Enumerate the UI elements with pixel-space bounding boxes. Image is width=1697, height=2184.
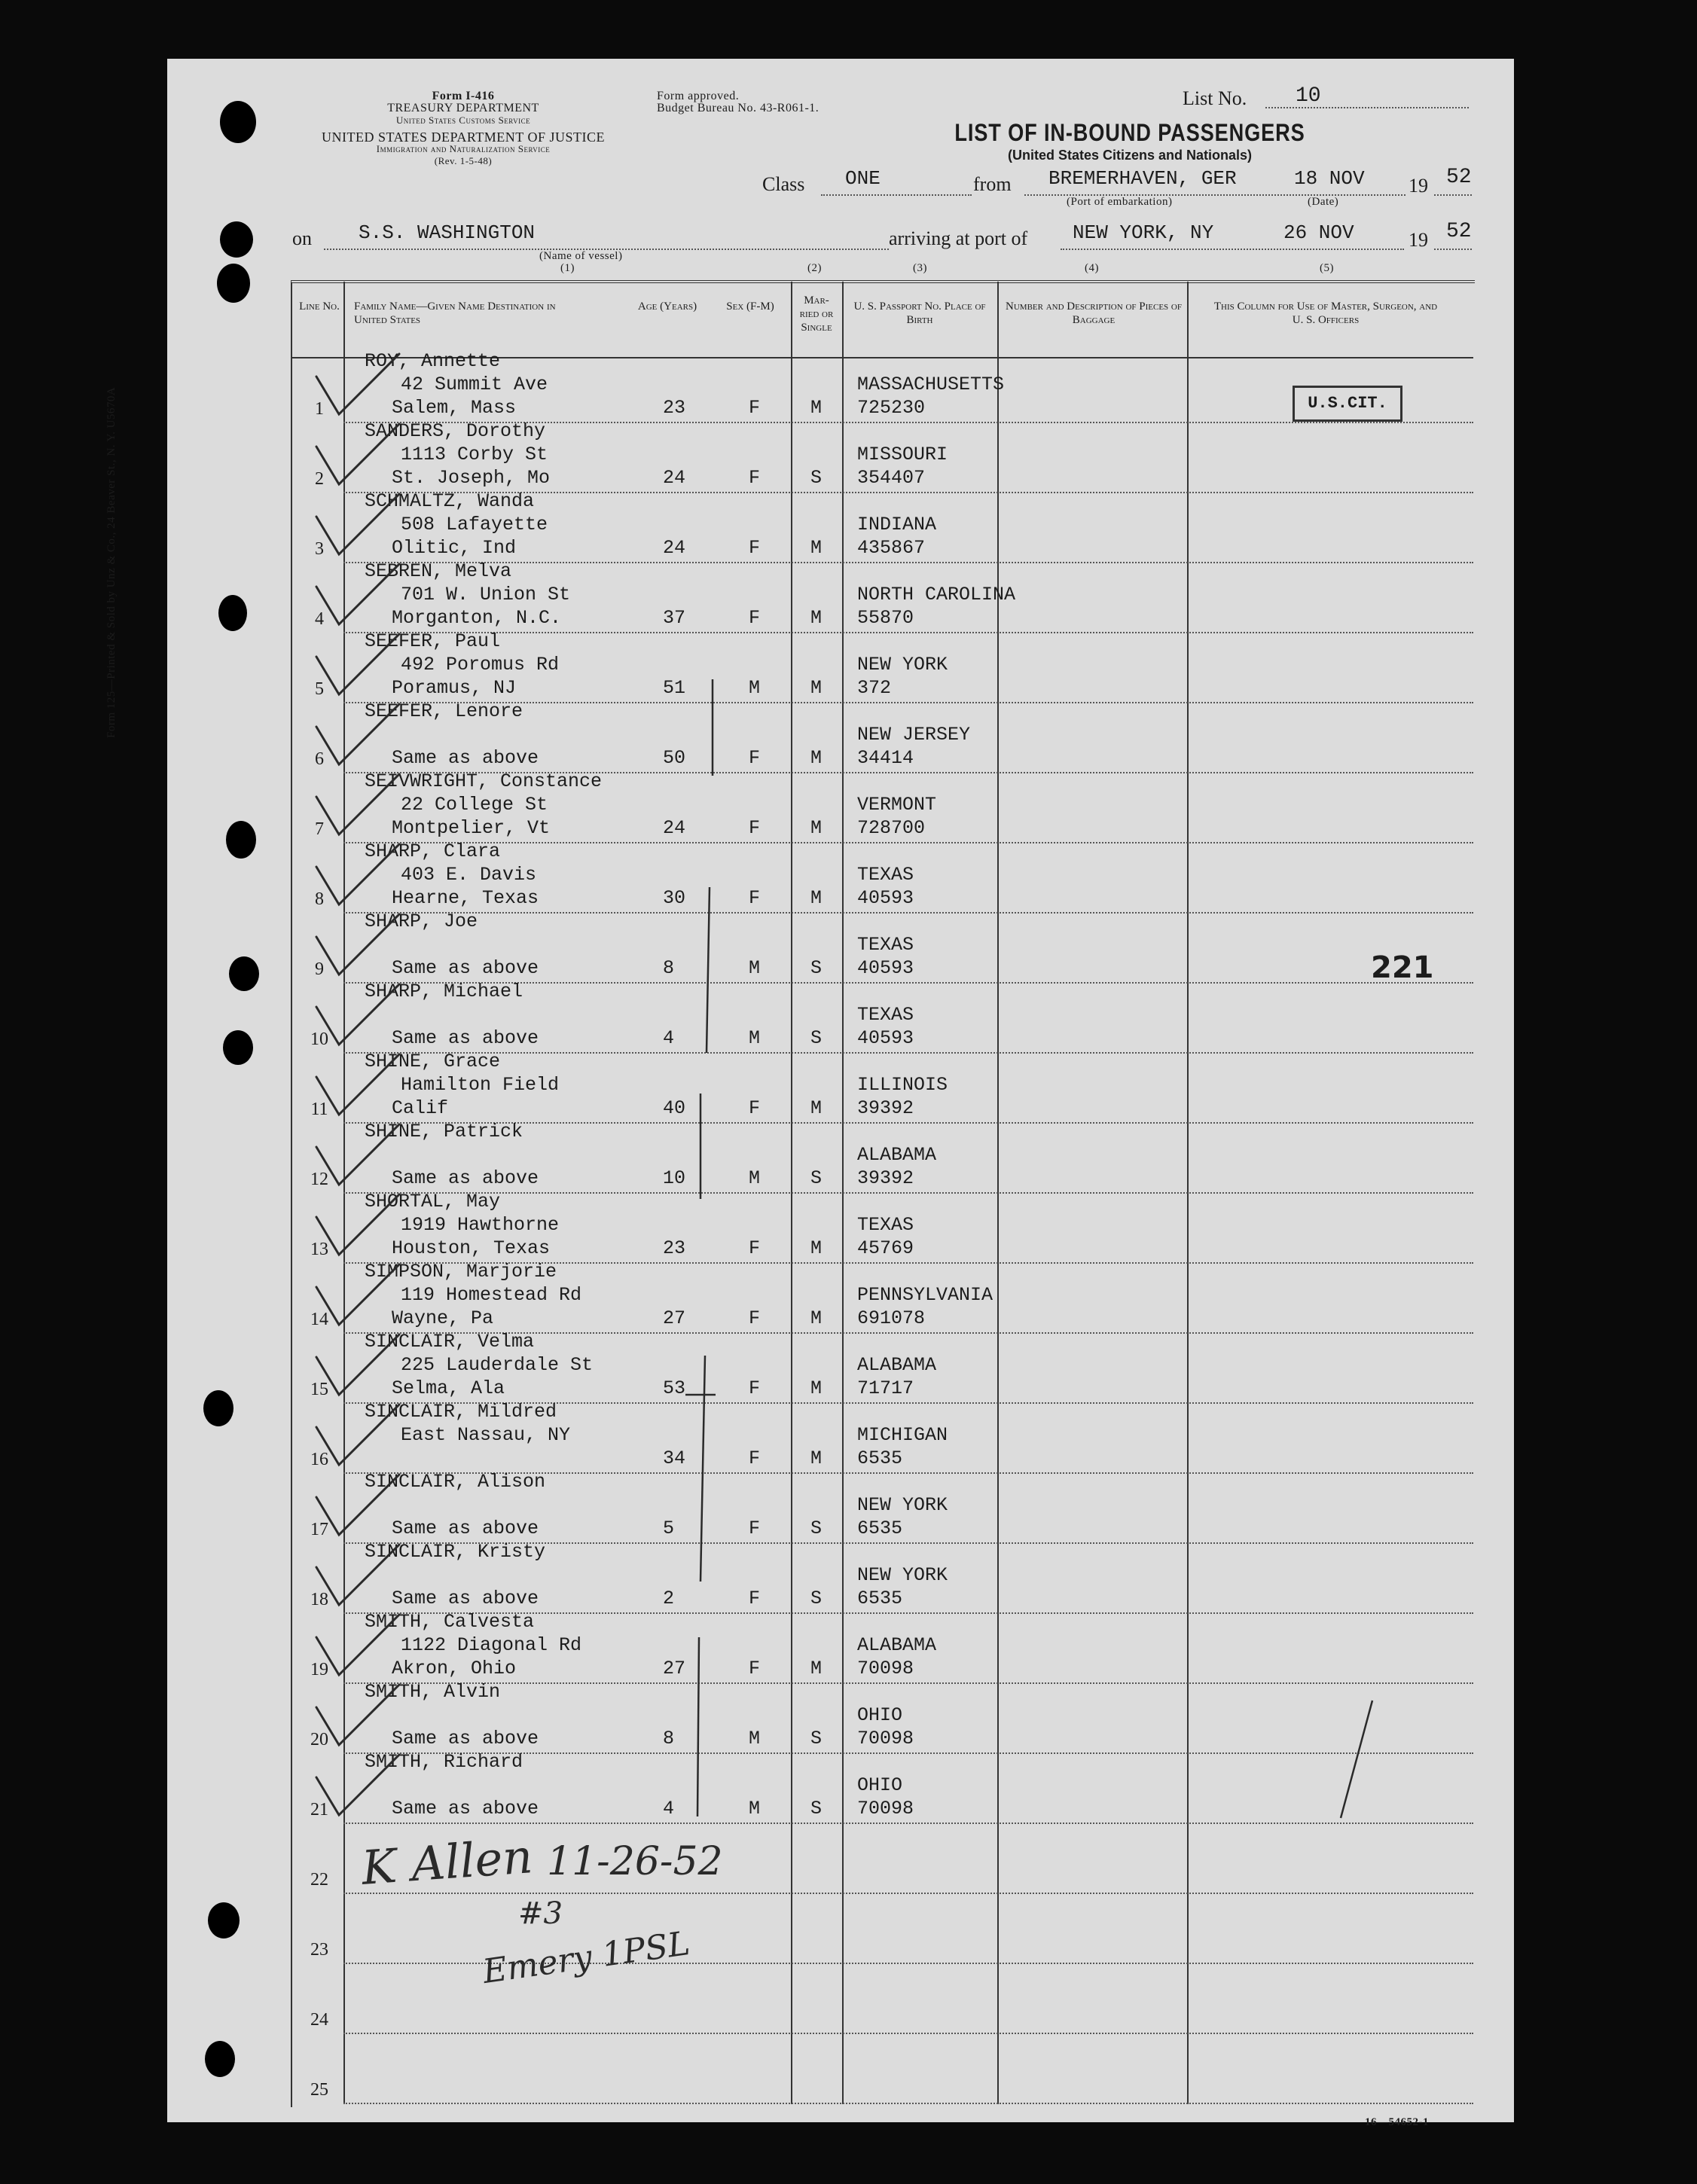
passenger-sex: F — [749, 537, 761, 559]
punch-hole — [218, 595, 247, 631]
passenger-name: SEEFER, Paul — [365, 630, 501, 652]
passport-number: 725230 — [857, 397, 926, 419]
col-header-age: Age (Years) — [637, 300, 697, 313]
passenger-name: SHINE, Grace — [365, 1051, 501, 1072]
line-number: 22 — [310, 1870, 328, 1890]
row-rule — [343, 912, 1473, 914]
passenger-age: 50 — [663, 747, 686, 769]
passenger-marital: S — [810, 467, 823, 489]
embarkation-year: 52 — [1446, 166, 1472, 189]
passenger-address-2: Hearne, Texas — [392, 887, 539, 909]
passenger-name: SEBREN, Melva — [365, 560, 512, 582]
birth-place: TEXAS — [857, 934, 914, 956]
row-rule — [343, 842, 1473, 843]
passenger-marital: M — [810, 1377, 823, 1399]
passenger-age: 4 — [663, 1798, 675, 1819]
col-num-3: (3) — [913, 262, 927, 274]
passenger-age: 2 — [663, 1588, 675, 1609]
birth-place: PENNSYLVANIA — [857, 1284, 993, 1306]
passenger-name: SHINE, Patrick — [365, 1121, 523, 1142]
passenger-address-2: Calif — [392, 1097, 449, 1119]
row-rule — [343, 1893, 1473, 1894]
passenger-marital: S — [810, 1167, 823, 1189]
col-num-1: (1) — [560, 262, 575, 274]
row-rule — [343, 1052, 1473, 1054]
line-number: 3 — [315, 539, 324, 559]
list-no-value: 10 — [1296, 84, 1321, 108]
passenger-name: SIMPSON, Marjorie — [365, 1261, 557, 1283]
passenger-age: 24 — [663, 467, 686, 489]
vessel-name: S.S. WASHINGTON — [359, 221, 536, 244]
arrival-year: 52 — [1446, 220, 1472, 243]
passenger-sex: M — [749, 1798, 761, 1819]
col-header-officers: This Column for Use of Master, Surgeon, and U. S. Officers — [1213, 300, 1438, 326]
passport-number: 40593 — [857, 1027, 914, 1049]
col-num-2: (2) — [807, 262, 822, 274]
passenger-address-1: 1113 Corby St — [401, 444, 548, 465]
passport-number: 435867 — [857, 537, 926, 559]
passenger-address-1: 701 W. Union St — [401, 584, 571, 605]
line-number: 16 — [310, 1450, 328, 1469]
col-header-married: Mar- ried or Single — [799, 294, 834, 334]
passenger-marital: S — [810, 1518, 823, 1539]
passport-number: 70098 — [857, 1658, 914, 1679]
passenger-address-1: 492 Poromus Rd — [401, 654, 560, 676]
passport-number: 354407 — [857, 467, 926, 489]
passenger-age: 24 — [663, 537, 686, 559]
passenger-name: SINCLAIR, Kristy — [365, 1541, 546, 1563]
class-label: Class — [762, 173, 805, 195]
line-number: 21 — [310, 1800, 328, 1819]
passport-number: 6535 — [857, 1588, 903, 1609]
punch-hole — [229, 956, 259, 991]
handwritten-date: 11-26-52 — [547, 1839, 723, 1884]
line-number: 18 — [310, 1590, 328, 1609]
arriving-label: arriving at port of — [889, 227, 1028, 249]
revision: (Rev. 1-5-48) — [434, 155, 493, 166]
form-approved: Form approved. — [657, 90, 740, 102]
passenger-marital: S — [810, 1588, 823, 1609]
line-number: 13 — [310, 1240, 328, 1259]
passenger-sex: F — [749, 1237, 761, 1259]
passport-number: 45769 — [857, 1237, 914, 1259]
passenger-name: SHORTAL, May — [365, 1191, 501, 1212]
passenger-address-1: 119 Homestead Rd — [401, 1284, 582, 1306]
passenger-address-1: East Nassau, NY — [401, 1424, 571, 1446]
col-header-baggage: Number and Description of Pieces of Baggage — [1006, 300, 1182, 326]
passenger-age: 8 — [663, 957, 675, 979]
line-number: 19 — [310, 1660, 328, 1679]
passenger-name: SANDERS, Dorothy — [365, 420, 546, 442]
passenger-name: SEEFER, Lenore — [365, 700, 523, 722]
passenger-address-2: Houston, Texas — [392, 1237, 551, 1259]
passenger-address-2: Salem, Mass — [392, 397, 517, 419]
col-header-line: Line No. — [299, 300, 340, 313]
punch-hole — [208, 1902, 240, 1938]
passport-number: 39392 — [857, 1097, 914, 1119]
line-number: 25 — [310, 2080, 328, 2100]
passenger-address-2: Selma, Ala — [392, 1377, 505, 1399]
passenger-sex: M — [749, 1167, 761, 1189]
passenger-sex: F — [749, 1588, 761, 1609]
handwritten-note-1: #3 — [518, 1896, 563, 1931]
passenger-age: 27 — [663, 1658, 686, 1679]
passenger-age: 10 — [663, 1167, 686, 1189]
birth-place: ALABAMA — [857, 1144, 937, 1166]
row-rule — [343, 1823, 1473, 1824]
passport-number: 691078 — [857, 1307, 926, 1329]
line-number: 14 — [310, 1310, 328, 1329]
line-number: 6 — [315, 749, 324, 769]
passenger-sex: M — [749, 1027, 761, 1049]
birth-place: ALABAMA — [857, 1634, 937, 1656]
col-header-name: Family Name—Given Name Destination in United States — [354, 300, 556, 326]
passenger-age: 51 — [663, 677, 686, 699]
passenger-sex: F — [749, 887, 761, 909]
line-number: 15 — [310, 1380, 328, 1399]
line-number: 5 — [315, 679, 324, 699]
passenger-age: 37 — [663, 607, 686, 629]
birth-place: NEW JERSEY — [857, 724, 971, 746]
birth-place: MICHIGAN — [857, 1424, 948, 1446]
vessel-caption: (Name of vessel) — [539, 250, 623, 262]
birth-place: NEW YORK — [857, 654, 948, 676]
birth-place: OHIO — [857, 1774, 903, 1796]
passenger-name: SCHMALTZ, Wanda — [365, 490, 535, 512]
passport-number: 34414 — [857, 747, 914, 769]
passenger-age: 30 — [663, 887, 686, 909]
line-number: 9 — [315, 959, 324, 979]
col-header-sex: Sex (F-M) — [726, 300, 774, 313]
passenger-age: 5 — [663, 1518, 675, 1539]
passenger-address-2: Poramus, NJ — [392, 677, 517, 699]
passenger-marital: M — [810, 397, 823, 419]
passenger-sex: F — [749, 467, 761, 489]
port-caption: (Port of embarkation) — [1067, 196, 1173, 208]
passenger-age: 4 — [663, 1027, 675, 1049]
passenger-sex: M — [749, 677, 761, 699]
row-rule — [343, 1682, 1473, 1684]
passenger-name: SEIVWRIGHT, Constance — [365, 770, 603, 792]
passenger-address-2: Morganton, N.C. — [392, 607, 562, 629]
passenger-sex: F — [749, 1447, 761, 1469]
passenger-address-2: Olitic, Ind — [392, 537, 517, 559]
passenger-address-2: Same as above — [392, 1728, 539, 1749]
passenger-marital: M — [810, 1447, 823, 1469]
line-number: 2 — [315, 469, 324, 489]
passport-number: 40593 — [857, 957, 914, 979]
passenger-marital: M — [810, 1097, 823, 1119]
punch-hole — [217, 264, 250, 303]
passenger-sex: F — [749, 1097, 761, 1119]
passenger-sex: F — [749, 1518, 761, 1539]
passenger-address-1: 508 Lafayette — [401, 514, 548, 535]
passenger-name: SINCLAIR, Mildred — [365, 1401, 557, 1423]
class-value: ONE — [845, 167, 881, 190]
line-number: 7 — [315, 819, 324, 839]
passenger-marital: M — [810, 607, 823, 629]
passenger-marital: M — [810, 537, 823, 559]
birth-place: MASSACHUSETTS — [857, 374, 1005, 395]
line-number: 17 — [310, 1520, 328, 1539]
passenger-address-1: Hamilton Field — [401, 1074, 560, 1096]
passport-number: 372 — [857, 677, 892, 699]
punch-hole — [226, 821, 256, 859]
passenger-address-1: 403 E. Davis — [401, 864, 537, 886]
arrival-year-prefix: 19 — [1409, 229, 1428, 251]
passenger-address-2: Same as above — [392, 1798, 539, 1819]
birth-place: ALABAMA — [857, 1354, 937, 1376]
passenger-sex: F — [749, 1307, 761, 1329]
passenger-sex: F — [749, 607, 761, 629]
passport-number: 55870 — [857, 607, 914, 629]
passenger-age: 40 — [663, 1097, 686, 1119]
form-number: Form I-416 — [432, 90, 495, 102]
passport-number: 40593 — [857, 887, 914, 909]
passenger-address-2: Same as above — [392, 747, 539, 769]
line-number: 4 — [315, 609, 324, 629]
birth-place: ILLINOIS — [857, 1074, 948, 1096]
passenger-name: ROY, Annette — [365, 350, 501, 372]
row-rule — [343, 2103, 1473, 2104]
passenger-marital: S — [810, 1728, 823, 1749]
on-label: on — [292, 227, 312, 249]
passenger-address-2: Akron, Ohio — [392, 1658, 517, 1679]
row-rule — [343, 562, 1473, 563]
passenger-sex: F — [749, 397, 761, 419]
passenger-marital: M — [810, 887, 823, 909]
birth-place: TEXAS — [857, 1214, 914, 1236]
passenger-name: SMITH, Richard — [365, 1751, 523, 1773]
row-rule — [343, 1192, 1473, 1194]
passenger-name: SHARP, Clara — [365, 840, 501, 862]
passenger-sex: F — [749, 1658, 761, 1679]
birth-place: NEW YORK — [857, 1564, 948, 1586]
passenger-marital: M — [810, 1307, 823, 1329]
passenger-marital: M — [810, 1658, 823, 1679]
passenger-address-1: 1919 Hawthorne — [401, 1214, 560, 1236]
handwritten-signature: K Allen — [359, 1829, 535, 1896]
passenger-address-2: Same as above — [392, 1027, 539, 1049]
passenger-age: 23 — [663, 397, 686, 419]
line-number: 24 — [310, 2010, 328, 2030]
embarkation-year-prefix: 19 — [1409, 175, 1428, 197]
form-info-block — [286, 90, 640, 167]
side-print: Form 125—Printed & Sold by Unz & Co., 24 Beaver St., N. Y. U5670A — [105, 386, 118, 738]
passport-number: 728700 — [857, 817, 926, 839]
line-number: 20 — [310, 1730, 328, 1749]
passenger-sex: M — [749, 957, 761, 979]
passenger-address-1: 22 College St — [401, 794, 548, 816]
handwritten-note-2: Emery 1PSL — [480, 1923, 692, 1992]
treasury-dept: TREASURY DEPARTMENT — [387, 102, 539, 114]
passport-number: 70098 — [857, 1798, 914, 1819]
passport-number: 39392 — [857, 1167, 914, 1189]
passport-number: 71717 — [857, 1377, 914, 1399]
punch-hole — [203, 1390, 233, 1426]
passenger-sex: F — [749, 747, 761, 769]
passport-number: 6535 — [857, 1518, 903, 1539]
punch-hole — [223, 1030, 253, 1065]
col-num-5: (5) — [1320, 262, 1334, 274]
passenger-name: SINCLAIR, Velma — [365, 1331, 535, 1353]
col-num-4: (4) — [1085, 262, 1099, 274]
birth-place: INDIANA — [857, 514, 937, 535]
passenger-address-2: Montpelier, Vt — [392, 817, 551, 839]
page-number-annotation: 221 — [1371, 950, 1434, 985]
passenger-marital: S — [810, 1027, 823, 1049]
arrival-date: 26 NOV — [1283, 221, 1354, 244]
from-label: from — [973, 173, 1012, 195]
list-no-label: List No. — [1183, 87, 1247, 109]
row-rule — [343, 632, 1473, 633]
passenger-marital: M — [810, 677, 823, 699]
passenger-sex: F — [749, 1377, 761, 1399]
passenger-age: 53 — [663, 1377, 686, 1399]
embarkation-date: 18 NOV — [1294, 167, 1365, 190]
line-number: 12 — [310, 1170, 328, 1189]
passenger-age: 8 — [663, 1728, 675, 1749]
passenger-name: SHARP, Michael — [365, 981, 523, 1002]
passenger-sex: F — [749, 817, 761, 839]
passport-number: 6535 — [857, 1447, 903, 1469]
passenger-marital: M — [810, 1237, 823, 1259]
passenger-marital: S — [810, 957, 823, 979]
passenger-age: 24 — [663, 817, 686, 839]
passenger-address-2: Same as above — [392, 1518, 539, 1539]
passenger-marital: S — [810, 1798, 823, 1819]
punch-hole — [220, 221, 253, 258]
birth-place: MISSOURI — [857, 444, 948, 465]
passenger-address-2: Same as above — [392, 957, 539, 979]
row-rule — [343, 2033, 1473, 2034]
line-number: 1 — [315, 399, 324, 419]
line-number: 8 — [315, 889, 324, 909]
passenger-address-2: Same as above — [392, 1167, 539, 1189]
date-caption: (Date) — [1308, 196, 1339, 208]
passport-number: 70098 — [857, 1728, 914, 1749]
birth-place: TEXAS — [857, 1004, 914, 1026]
arrival-port: NEW YORK, NY — [1073, 221, 1214, 244]
page-title: LIST OF IN-BOUND PASSENGERS — [954, 119, 1305, 146]
embarkation-port: BREMERHAVEN, GER — [1048, 167, 1237, 190]
birth-place: NORTH CAROLINA — [857, 584, 1016, 605]
budget-number: Budget Bureau No. 43-R061-1. — [657, 102, 820, 114]
birth-place: VERMONT — [857, 794, 937, 816]
passenger-address-2: Same as above — [392, 1588, 539, 1609]
form-footer: 16—54652-1 — [1365, 2116, 1429, 2128]
line-number: 23 — [310, 1940, 328, 1960]
line-number: 11 — [310, 1100, 328, 1119]
passenger-marital: M — [810, 817, 823, 839]
passenger-address-2: St. Joseph, Mo — [392, 467, 551, 489]
birth-place: OHIO — [857, 1704, 903, 1726]
birth-place: NEW YORK — [857, 1494, 948, 1516]
citizen-stamp: U.S.CIT. — [1293, 386, 1402, 422]
approval-block — [657, 90, 819, 114]
passenger-name: SMITH, Calvesta — [365, 1611, 535, 1633]
punch-hole — [205, 2041, 235, 2077]
col-header-passport: U. S. Passport No. Place of Birth — [853, 300, 986, 326]
passenger-marital: M — [810, 747, 823, 769]
passenger-name: SINCLAIR, Alison — [365, 1471, 546, 1493]
passenger-name: SHARP, Joe — [365, 911, 478, 932]
passenger-address-1: 42 Summit Ave — [401, 374, 548, 395]
passenger-age: 27 — [663, 1307, 686, 1329]
passenger-address-1: 1122 Diagonal Rd — [401, 1634, 582, 1656]
punch-hole — [220, 101, 256, 143]
passenger-sex: M — [749, 1728, 761, 1749]
passenger-address-1: 225 Lauderdale St — [401, 1354, 594, 1376]
customs-service: United States Customs Service — [395, 114, 531, 126]
passenger-age: 23 — [663, 1237, 686, 1259]
passenger-address-2: Wayne, Pa — [392, 1307, 494, 1329]
line-number: 10 — [310, 1029, 328, 1049]
passenger-name: SMITH, Alvin — [365, 1681, 501, 1703]
page-subtitle: (United States Citizens and Nationals) — [1007, 148, 1253, 163]
justice-dept: UNITED STATES DEPARTMENT OF JUSTICE — [321, 130, 605, 145]
passenger-age: 34 — [663, 1447, 686, 1469]
ins-service: Immigration and Naturalization Service — [376, 143, 551, 154]
birth-place: TEXAS — [857, 864, 914, 886]
